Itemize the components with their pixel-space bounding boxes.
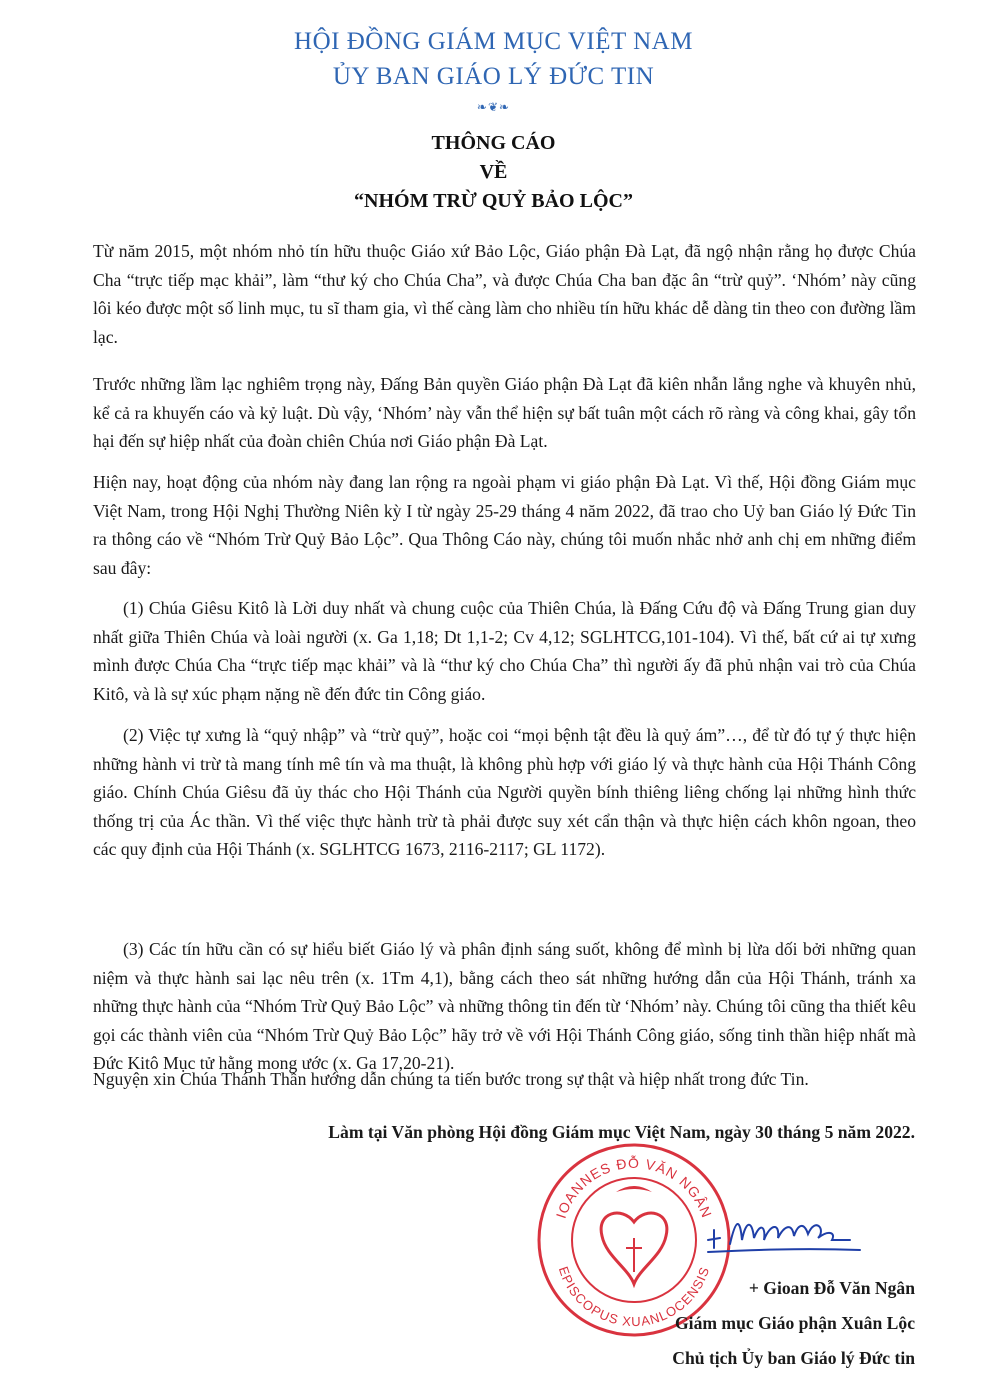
- paragraph-announcement: Hiện nay, hoạt động của nhóm này đang lan rộng ra ngoài phạm vi giáo phận Đà Lạt. Vì thế, Hội đồng Giám mục Việt Nam, trong Hội Nghị Thường Niên kỳ I từ ngày 25-29 tháng 4 năm 2022, đã trao cho Uỷ ban Giáo lý Đức Tin ra thông cáo về “Nhóm Trừ Quỷ Bảo Lộc”. Qua Thông Cáo này, chúng tôi muốn nhắc nhở anh chị em những điểm sau đây:: [93, 472, 916, 578]
- document-subject: “NHÓM TRỪ QUỶ BẢO LỘC”: [354, 190, 633, 212]
- svg-text:EPISCOPUS XUANLOCENSIS: EPISCOPUS XUANLOCENSIS: [555, 1264, 713, 1330]
- document-title-preposition: VỀ: [479, 161, 508, 183]
- place-and-date: Làm tại Văn phòng Hội đồng Giám mục Việt Nam, ngày 30 tháng 5 năm 2022.: [328, 1122, 915, 1142]
- handwritten-signature: [700, 1200, 870, 1260]
- svg-text:IOANNES ĐỖ VĂN NGÂN: IOANNES ĐỖ VĂN NGÂN: [552, 1155, 716, 1221]
- point-3: (3) Các tín hữu cần có sự hiểu biết Giáo lý và phân định sáng suốt, không để mình bị lừa dối bởi những quan niệm và thực hành sai lạc nêu trên (x. 1Tm 4,1), bằng cách theo sát những hướng dẫn của Hội Thánh, tránh xa những thực hành của “Nhóm Trừ Quỷ Bảo Lộc” và những thông tin đến từ ‘Nhóm’ này. Chúng tôi cũng tha thiết kêu gọi các thành viên của “Nhóm Trừ Quỷ Bảo Lộc” hãy trở về với Hội Thánh Công giáo, sống tinh thần hiệp nhất mà Đức Kitô Mục tử hằng mong ước (x. Ga 17,20-21).: [93, 939, 916, 1074]
- signer-name: + Gioan Đỗ Văn Ngân: [748, 1278, 915, 1298]
- paragraph-intro: Từ năm 2015, một nhóm nhỏ tín hữu thuộc Giáo xứ Bảo Lộc, Giáo phận Đà Lạt, đã ngộ nhận rằng họ được Chúa Cha “trực tiếp mạc khải”, làm “thư ký cho Chúa Cha”, và được Chúa Cha ban đặc ân “trừ quỷ”. ‘Nhóm’ này cũng lôi kéo được một số linh mục, tu sĩ tham gia, vì thế càng làm cho nhiều tín hữu khác dễ dàng tin theo con đường lầm lạc.: [93, 241, 916, 347]
- point-2: (2) Việc tự xưng là “quỷ nhập” và “trừ quỷ”, hoặc coi “mọi bệnh tật đều là quỷ ám”…, để từ đó tự ý thực hiện những hành vi trừ tà mang tính mê tín và ma thuật, là không phù hợp với giáo lý và thực hành của Hội Thánh Công giáo. Chính Chúa Giêsu đã ủy thác cho Hội Thánh của Người quyền bính thiêng liêng chống lại những hình thức thống trị của Ác thần. Vì thế việc thực hành trừ tà phải được suy xét cẩn thận và thực hiện cách khôn ngoan, theo các quy định của Hội Thánh (x. SGLHTCG 1673, 2116-2117; GL 1172).: [93, 725, 916, 860]
- point-1: (1) Chúa Giêsu Kitô là Lời duy nhất và chung cuộc của Thiên Chúa, là Đấng Cứu độ và Đấng Trung gian duy nhất giữa Thiên Chúa và loài người (x. Ga 1,18; Dt 1,1-2; Cv 4,12; SGLHTCG,101-104). Vì thế, bất cứ ai tự xưng mình được Chúa Cha “trực tiếp mạc khải” và là “thư ký cho Chúa Cha” thì người ấy đã phủ nhận vai trò của Chúa Kitô, và là sự xúc phạm nặng nề đến đức tin Công giáo.: [93, 598, 916, 704]
- signer-title-chair: Chủ tịch Ủy ban Giáo lý Đức tin: [672, 1348, 915, 1368]
- signer-title-bishop: Giám mục Giáo phận Xuân Lộc: [675, 1313, 915, 1333]
- committee-name: ỦY BAN GIÁO LÝ ĐỨC TIN: [332, 63, 655, 90]
- organization-name: HỘI ĐỒNG GIÁM MỤC VIỆT NAM: [294, 28, 693, 55]
- document-title: THÔNG CÁO: [431, 132, 556, 154]
- paragraph-background: Trước những lầm lạc nghiêm trọng này, Đấng Bản quyền Giáo phận Đà Lạt đã kiên nhẫn lắng nghe và khuyên nhủ, kể cả ra khuyến cáo và kỷ luật. Dù vậy, ‘Nhóm’ này vẫn thể hiện sự bất tuân một cách rõ ràng và công khai, gây tổn hại đến sự hiệp nhất của đoàn chiên Chúa nơi Giáo phận Đà Lạt.: [93, 374, 916, 452]
- paragraph-prayer: Nguyện xin Chúa Thánh Thần hướng dẫn chúng ta tiến bước trong sự thật và hiệp nhất trong đức Tin.: [93, 1069, 809, 1089]
- ornament-divider: ❧❦❧: [476, 100, 511, 114]
